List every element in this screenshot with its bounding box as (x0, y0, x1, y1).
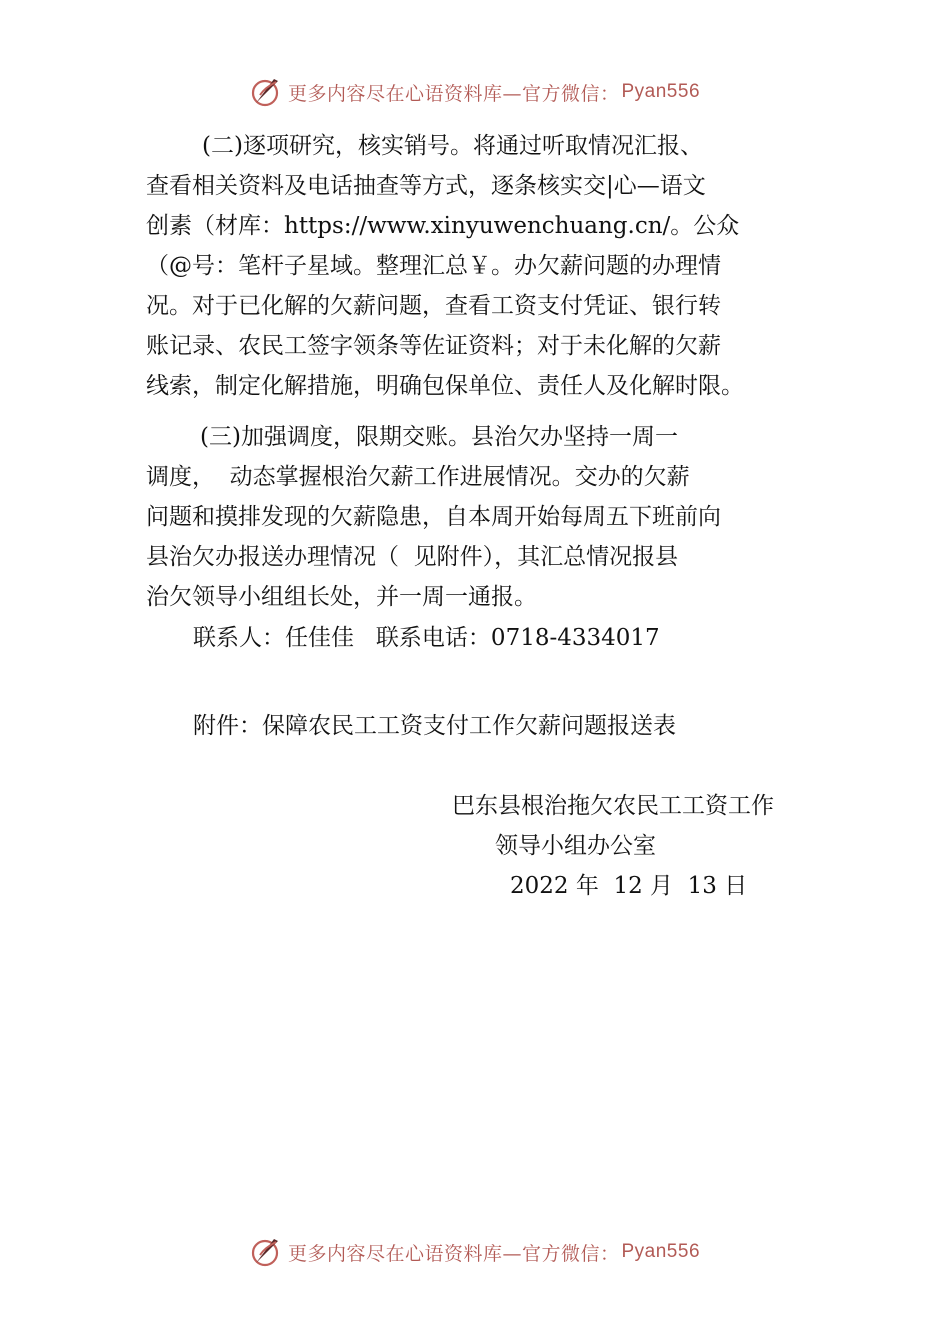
footer-banner-text: 更多内容尽在心语资料库—官方微信： (287, 1242, 620, 1265)
footer-banner-wechat-id: Pyan556 (621, 1241, 701, 1262)
paragraph-line: 线索，制定化解措施，明确包保单位、责任人及化解时限。 (146, 373, 744, 399)
quill-logo-icon (250, 75, 284, 109)
paragraph-line: 查看相关资料及电话抽查等方式，逐条核实交|心—语文 (146, 173, 706, 199)
paragraph-line: 创素（材库：https://www.xinyuwenchuang.cn/。公众 (146, 213, 740, 239)
paragraph-line: (二)逐项研究，核实销号。将通过听取情况汇报、 (202, 133, 703, 159)
footer-banner (0, 1232, 950, 1272)
attachment-note: 附件：保障农民工工资支付工作欠薪问题报送表 (193, 713, 676, 739)
paragraph-line: （@号：笔杆子星域。整理汇总￥。办欠薪问题的办理情 (146, 253, 721, 279)
header-banner (0, 72, 950, 112)
paragraph-line: 况。对于已化解的欠薪问题，查看工资支付凭证、银行转 (146, 293, 721, 319)
paragraph-line: 账记录、农民工签字领条等佐证资料；对于未化解的欠薪 (146, 333, 721, 359)
signature-org-line2: 领导小组办公室 (495, 833, 656, 859)
paragraph-verify-and-close (146, 126, 826, 406)
paragraph-line: 治欠领导小组组长处，并一周一通报。 (146, 584, 537, 610)
paragraph-strengthen-scheduling (146, 417, 826, 617)
paragraph-line: 问题和摸排发现的欠薪隐患，自本周开始每周五下班前向 (146, 504, 721, 530)
paragraph-line: (三)加强调度，限期交账。县治欠办坚持一周一 (200, 424, 678, 450)
paragraph-line: 调度， 动态掌握根治欠薪工作进展情况。交办的欠薪 (146, 464, 690, 490)
quill-logo-icon (250, 1235, 284, 1269)
paragraph-line: 县治欠办报送办理情况（ 见附件），其汇总情况报县 (146, 544, 679, 570)
header-banner-wechat-id: Pyan556 (621, 81, 701, 102)
header-banner-text: 更多内容尽在心语资料库—官方微信： (287, 82, 620, 105)
signature-date: 2022 年 12 月 13 日 (510, 873, 748, 899)
contact-info: 联系人：任佳佳 联系电话：0718-4334017 (193, 625, 660, 651)
signature-org-line1: 巴东县根治拖欠农民工工资工作 (452, 793, 774, 819)
